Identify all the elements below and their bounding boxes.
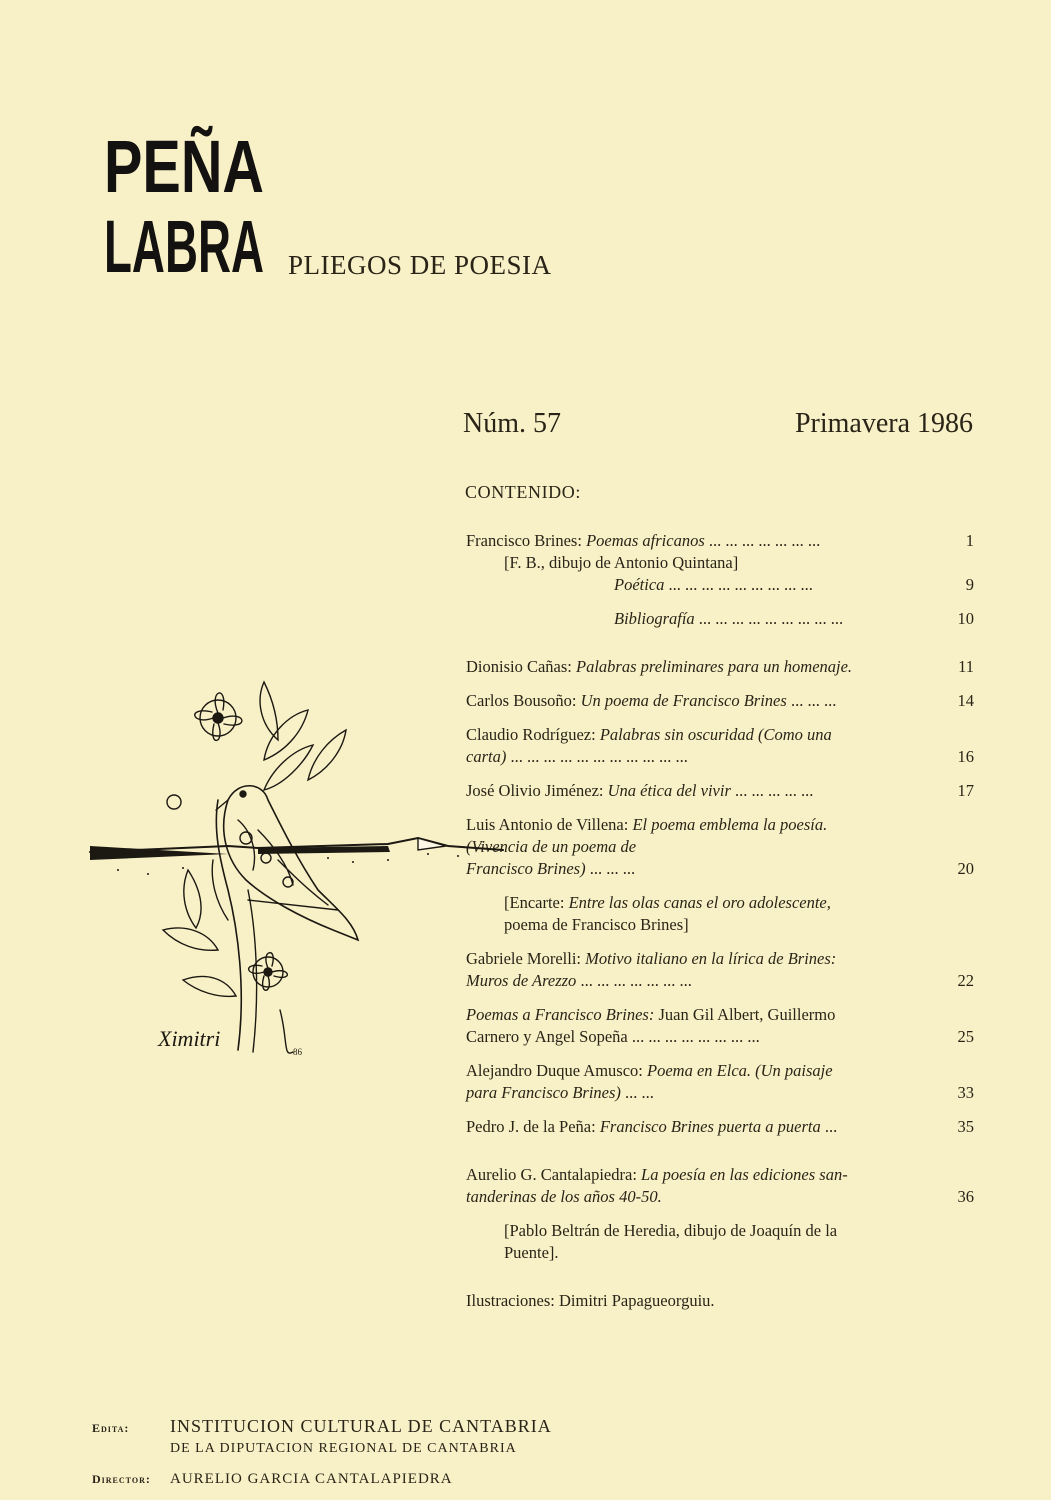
toc-dots: ... ... ... (585, 859, 636, 878)
toc-page: 17 (957, 781, 974, 800)
toc-page: 1 (965, 531, 974, 550)
toc-title: Bibliografía (614, 609, 695, 628)
toc-page: 33 (957, 1083, 974, 1102)
toc-title: Una ética del vivir (607, 781, 731, 800)
toc-title: La poesía en las ediciones san- (641, 1165, 848, 1184)
toc-rest: Juan Gil Albert, Guillermo (658, 1005, 836, 1024)
toc-note (466, 1220, 974, 1264)
director-name: AURELIO GARCIA CANTALAPIEDRA (170, 1471, 453, 1487)
toc-page: 36 (957, 1187, 974, 1206)
toc-author: Carlos Bousoño: (466, 691, 577, 710)
toc-page: 25 (957, 1027, 974, 1046)
toc-title: Palabras preliminares para un homenaje. (576, 657, 853, 676)
toc-dots: ... ... ... ... ... ... ... ... (627, 1027, 760, 1046)
toc-rest-cont: Carnero y Angel Sopeña (466, 1027, 628, 1046)
toc-entry (466, 1116, 974, 1138)
journal-logo (104, 122, 266, 288)
toc-author: Claudio Rodríguez: (466, 725, 596, 744)
toc-note: [F. B., dibujo de Antonio Quintana] (504, 553, 739, 572)
toc-dots: ... ... (620, 1083, 654, 1102)
toc-title-cont: Francisco Brines) (466, 859, 586, 878)
journal-subtitle: PLIEGOS DE POESIA (288, 250, 552, 280)
logo-graphic (104, 122, 266, 288)
toc-entry (466, 814, 974, 880)
toc-title-cont: tanderinas de los años 40-50. (466, 1187, 662, 1206)
toc-note-text: [Pablo Beltrán de Heredia, dibujo de Joaquín de la (504, 1221, 838, 1240)
toc-note-rest: poema de Francisco Brines] (504, 915, 689, 934)
toc-dots: ... ... ... ... ... (730, 781, 814, 800)
toc-title: Palabras sin oscuridad (Como una (599, 725, 832, 744)
toc-title-cont: (Vivencia de un poema de (466, 837, 637, 856)
toc-title: Poética (614, 575, 665, 594)
table-of-contents (466, 530, 974, 1312)
leaf (163, 928, 218, 950)
artist-signature: Ximitri (158, 1026, 221, 1051)
director-row (92, 1471, 552, 1488)
toc-page: 14 (957, 691, 974, 710)
flower-icon (249, 953, 288, 991)
signature-year: 86 (293, 1047, 302, 1057)
toc-page: 35 (957, 1117, 974, 1136)
toc-note (466, 892, 974, 936)
toc-dots: ... (820, 1117, 838, 1136)
toc-author: José Olivio Jiménez: (466, 781, 604, 800)
toc-dots: ... ... ... ... ... ... ... (576, 971, 692, 990)
toc-title: Motivo italiano en la lírica de Brines: (585, 949, 837, 968)
leaf (264, 710, 308, 760)
toc-entry (466, 724, 974, 768)
toc-page: 10 (957, 609, 974, 628)
toc-title: El poema emblema la poesía. (632, 815, 828, 834)
logo-line2: LABRA (104, 205, 264, 288)
toc-title-cont: Muros de Arezzo (466, 971, 577, 990)
edita-row (92, 1416, 552, 1437)
bird-drawing (88, 660, 508, 1070)
toc-title: Francisco Brines puerta a puerta (599, 1117, 821, 1136)
toc-title-cont: carta) (466, 747, 507, 766)
toc-entry (466, 1004, 974, 1048)
toc-dots: ... ... ... ... ... ... ... ... ... (664, 575, 813, 594)
toc-credit-label: Ilustraciones: (466, 1291, 555, 1310)
publisher-name: INSTITUCION CULTURAL DE CANTABRIA (170, 1416, 552, 1436)
contents-heading: CONTENIDO: (465, 482, 581, 502)
toc-dots: ... ... ... ... ... ... ... ... ... (694, 609, 844, 628)
toc-title: Poemas africanos (586, 531, 705, 550)
toc-note-text-cont: Puente]. (504, 1243, 559, 1262)
leaf (212, 860, 228, 920)
toc-title: Poemas a Francisco Brines: (466, 1005, 655, 1024)
toc-author: Dionisio Cañas: (466, 657, 572, 676)
toc-entry (466, 574, 974, 596)
bird-body (224, 786, 358, 940)
toc-page: 9 (965, 575, 974, 594)
toc-credit-name: Dimitri Papagueorguiu. (559, 1291, 715, 1310)
toc-entry (466, 690, 974, 712)
bird-illustration (88, 660, 508, 1070)
logo-line1: PEÑA (104, 125, 264, 208)
toc-dots: ... ... ... (786, 691, 837, 710)
leaf (183, 977, 236, 997)
director-label: Director: (92, 1472, 151, 1486)
issue-number: Núm. 57 (463, 408, 561, 439)
toc-author: Aurelio G. Cantalapiedra: (466, 1165, 637, 1184)
toc-note-label: [Encarte: (504, 893, 565, 912)
flower-icon (195, 693, 242, 740)
toc-entry (466, 948, 974, 992)
imprint-footer (92, 1416, 552, 1488)
toc-page: 20 (957, 859, 974, 878)
toc-author: Francisco Brines: (466, 531, 582, 550)
edita-label: Edita: (92, 1421, 130, 1435)
leaf (260, 682, 278, 740)
toc-author: Gabriele Morelli: (466, 949, 582, 968)
issue-season: Primavera 1986 (794, 408, 973, 439)
toc-entry (466, 608, 974, 630)
leaf (308, 730, 346, 780)
toc-entry (466, 1060, 974, 1104)
toc-page: 11 (958, 657, 974, 676)
toc-entry (466, 530, 974, 552)
leaf (184, 870, 201, 928)
toc-author: Alejandro Duque Amusco: (466, 1061, 643, 1080)
toc-dots: ... ... ... ... ... ... ... ... ... ... ... (506, 747, 688, 766)
toc-entry (466, 1290, 974, 1312)
toc-dots: ... ... ... ... ... ... ... (704, 531, 821, 550)
toc-entry (466, 780, 974, 802)
toc-author: Pedro J. de la Peña: (466, 1117, 596, 1136)
toc-entry (466, 1164, 974, 1208)
toc-title-cont: para Francisco Brines) (466, 1083, 621, 1102)
sun-icon (167, 795, 181, 809)
publisher-subline: DE LA DIPUTACION REGIONAL DE CANTABRIA (170, 1441, 517, 1456)
toc-title: Un poema de Francisco Brines (580, 691, 787, 710)
toc-page: 16 (957, 747, 974, 766)
toc-title: Poema en Elca. (Un paisaje (647, 1061, 833, 1080)
toc-entry (466, 656, 974, 678)
toc-note-title: Entre las olas canas el oro adolescente, (568, 893, 831, 912)
leaf (264, 745, 313, 790)
toc-page: 22 (957, 971, 974, 990)
toc-author: Luis Antonio de Villena: (466, 815, 629, 834)
